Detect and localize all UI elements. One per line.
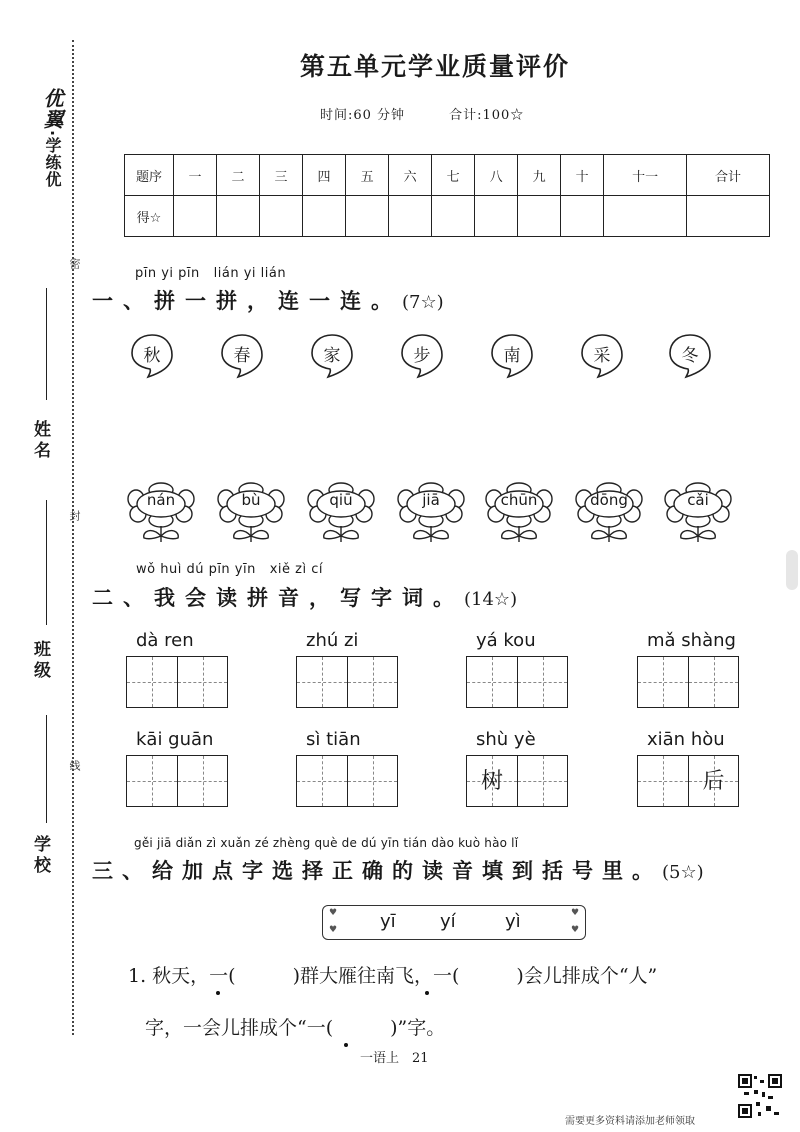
name-label: 姓名 bbox=[30, 420, 50, 462]
pinyin-flower[interactable] bbox=[306, 482, 376, 544]
flower-pinyin: dōng bbox=[590, 491, 628, 509]
score-col: 九 bbox=[518, 155, 561, 196]
score-table bbox=[124, 154, 770, 237]
class-label: 班级 bbox=[30, 640, 50, 682]
pinyin-flower[interactable] bbox=[574, 482, 644, 544]
score-col: 合计 bbox=[687, 155, 770, 196]
tianzige-grid bbox=[296, 656, 398, 708]
writing-cell[interactable] bbox=[347, 756, 397, 806]
given-char: 树 bbox=[480, 769, 503, 794]
tianzige-grid bbox=[126, 755, 228, 807]
flower-pinyin: nán bbox=[146, 491, 176, 509]
writing-cell[interactable] bbox=[638, 657, 688, 707]
score-cell[interactable] bbox=[432, 196, 475, 237]
writing-cell[interactable] bbox=[467, 756, 517, 806]
writing-cell[interactable] bbox=[638, 756, 688, 806]
score-col: 一 bbox=[174, 155, 217, 196]
word-pinyin: zhú zi bbox=[306, 630, 359, 651]
flower-pinyin: jiā bbox=[422, 491, 440, 509]
binding-dotted-line bbox=[72, 40, 74, 1035]
leaf-char: 南 bbox=[503, 346, 521, 366]
char-leaf[interactable] bbox=[668, 333, 712, 377]
score-cell[interactable] bbox=[346, 196, 389, 237]
score-col: 八 bbox=[475, 155, 518, 196]
name-line[interactable] bbox=[46, 288, 47, 400]
char-leaf[interactable] bbox=[220, 333, 264, 377]
score-row-label: 题序 bbox=[125, 155, 174, 196]
option-yi4: yì bbox=[505, 911, 521, 932]
writing-cell[interactable] bbox=[177, 657, 227, 707]
score-cell[interactable] bbox=[303, 196, 346, 237]
char-leaf[interactable] bbox=[310, 333, 354, 377]
emphasis-dot bbox=[344, 1043, 348, 1047]
score-col: 七 bbox=[432, 155, 475, 196]
score-col: 十 bbox=[561, 155, 604, 196]
char-leaf[interactable] bbox=[130, 333, 174, 377]
option-yi1: yī bbox=[380, 911, 396, 932]
pinyin-flower[interactable] bbox=[663, 482, 733, 544]
writing-cell[interactable] bbox=[517, 756, 567, 806]
brand-logo: 优翼·学练优 bbox=[40, 88, 64, 189]
page-title: 第五单元学业质量评价 bbox=[299, 52, 570, 81]
writing-cell[interactable] bbox=[297, 756, 347, 806]
pinyin-flower[interactable] bbox=[484, 482, 554, 544]
leaf-char: 家 bbox=[323, 346, 341, 366]
given-char: 后 bbox=[702, 769, 725, 794]
time-limit: 时间:60 分钟 bbox=[320, 108, 406, 123]
word-pinyin: shù yè bbox=[476, 729, 536, 750]
leaf-char: 采 bbox=[593, 346, 611, 366]
flower-pinyin: cǎi bbox=[687, 491, 709, 509]
score-cell[interactable] bbox=[389, 196, 432, 237]
emphasis-dot bbox=[425, 991, 429, 995]
score-table-input-row bbox=[125, 196, 770, 237]
pinyin-flower[interactable] bbox=[216, 482, 286, 544]
q2-heading: 二、我会读拼音，写字词。(14☆) bbox=[92, 585, 518, 610]
school-line[interactable] bbox=[46, 715, 47, 823]
tianzige-grid bbox=[296, 755, 398, 807]
leaf-char: 秋 bbox=[143, 346, 161, 366]
flower-pinyin: bù bbox=[241, 491, 261, 509]
score-col: 四 bbox=[303, 155, 346, 196]
q2-pinyin: wǒ huì dú pīn yīn xiě zì cí bbox=[136, 562, 324, 577]
word-pinyin: xiān hòu bbox=[647, 729, 725, 750]
sentence-line-2: 字，一会儿排成个“一( )”字。 bbox=[145, 1017, 446, 1039]
flower-pinyin: qiū bbox=[329, 491, 353, 509]
score-row-label: 得☆ bbox=[125, 196, 174, 237]
leaf-char: 步 bbox=[413, 346, 431, 366]
seal-mark-2: 封 bbox=[68, 510, 81, 521]
heart-icon: ♥ bbox=[571, 925, 580, 935]
word-pinyin: sì tiān bbox=[306, 729, 361, 750]
seal-mark-3: 线 bbox=[68, 760, 81, 771]
writing-cell[interactable] bbox=[177, 756, 227, 806]
q1-pinyin: pīn yi pīn lián yi lián bbox=[135, 266, 287, 281]
writing-cell[interactable] bbox=[297, 657, 347, 707]
score-col: 六 bbox=[389, 155, 432, 196]
score-cell[interactable] bbox=[604, 196, 687, 237]
char-leaf[interactable] bbox=[580, 333, 624, 377]
writing-cell[interactable] bbox=[688, 657, 738, 707]
score-col: 十一 bbox=[604, 155, 687, 196]
char-leaf[interactable] bbox=[490, 333, 534, 377]
writing-cell[interactable] bbox=[347, 657, 397, 707]
word-pinyin: mǎ shàng bbox=[647, 630, 736, 651]
leaf-char: 春 bbox=[233, 346, 251, 366]
score-cell[interactable] bbox=[475, 196, 518, 237]
writing-cell[interactable] bbox=[467, 657, 517, 707]
tianzige-grid bbox=[466, 755, 568, 807]
qr-code-icon bbox=[738, 1074, 782, 1118]
tianzige-grid bbox=[637, 656, 739, 708]
scrollbar-thumb[interactable] bbox=[786, 550, 798, 590]
emphasis-dot bbox=[216, 991, 220, 995]
writing-cell[interactable] bbox=[688, 756, 738, 806]
score-cell[interactable] bbox=[687, 196, 770, 237]
word-pinyin: yá kou bbox=[476, 630, 536, 651]
heart-icon: ♥ bbox=[329, 925, 338, 935]
char-leaf[interactable] bbox=[400, 333, 444, 377]
score-table-header-row bbox=[125, 155, 770, 196]
heart-icon: ♥ bbox=[571, 908, 580, 918]
score-col: 二 bbox=[217, 155, 260, 196]
writing-cell[interactable] bbox=[127, 657, 177, 707]
reading-options-box bbox=[322, 905, 586, 940]
score-col: 三 bbox=[260, 155, 303, 196]
qr-caption: 需要更多资料请添加老师领取 bbox=[565, 1116, 695, 1127]
class-line[interactable] bbox=[46, 500, 47, 625]
heart-icon: ♥ bbox=[329, 908, 338, 918]
option-yi2: yí bbox=[440, 911, 456, 932]
tianzige-grid bbox=[637, 755, 739, 807]
flower-pinyin: chūn bbox=[500, 491, 538, 509]
total-score: 合计:100☆ bbox=[449, 108, 525, 123]
school-label: 学校 bbox=[30, 835, 50, 877]
writing-cell[interactable] bbox=[517, 657, 567, 707]
seal-mark-1: 密 bbox=[68, 258, 81, 269]
score-col: 五 bbox=[346, 155, 389, 196]
word-pinyin: dà ren bbox=[136, 630, 194, 651]
score-cell[interactable] bbox=[561, 196, 604, 237]
pinyin-flower[interactable] bbox=[126, 482, 196, 544]
page-number: 一语上 21 bbox=[360, 1051, 429, 1066]
pinyin-flower[interactable] bbox=[396, 482, 466, 544]
q1-heading: 一、拼一拼，连一连。(7☆) bbox=[92, 288, 444, 313]
writing-cell[interactable] bbox=[127, 756, 177, 806]
q3-heading: 三、给加点字选择正确的读音填到括号里。(5☆) bbox=[92, 858, 704, 883]
score-cell[interactable] bbox=[260, 196, 303, 237]
exam-meta bbox=[320, 104, 568, 123]
score-cell[interactable] bbox=[217, 196, 260, 237]
tianzige-grid bbox=[126, 656, 228, 708]
tianzige-grid bbox=[466, 656, 568, 708]
score-cell[interactable] bbox=[174, 196, 217, 237]
q3-pinyin: gěi jiā diǎn zì xuǎn zé zhèng què de dú yīn tián dào kuò hào lǐ bbox=[134, 836, 519, 850]
word-pinyin: kāi guān bbox=[136, 729, 214, 750]
leaf-char: 冬 bbox=[681, 346, 699, 366]
sentence-line-1: 1. 秋天，一( )群大雁往南飞，一( )会儿排成个“人” bbox=[128, 965, 658, 987]
score-cell[interactable] bbox=[518, 196, 561, 237]
